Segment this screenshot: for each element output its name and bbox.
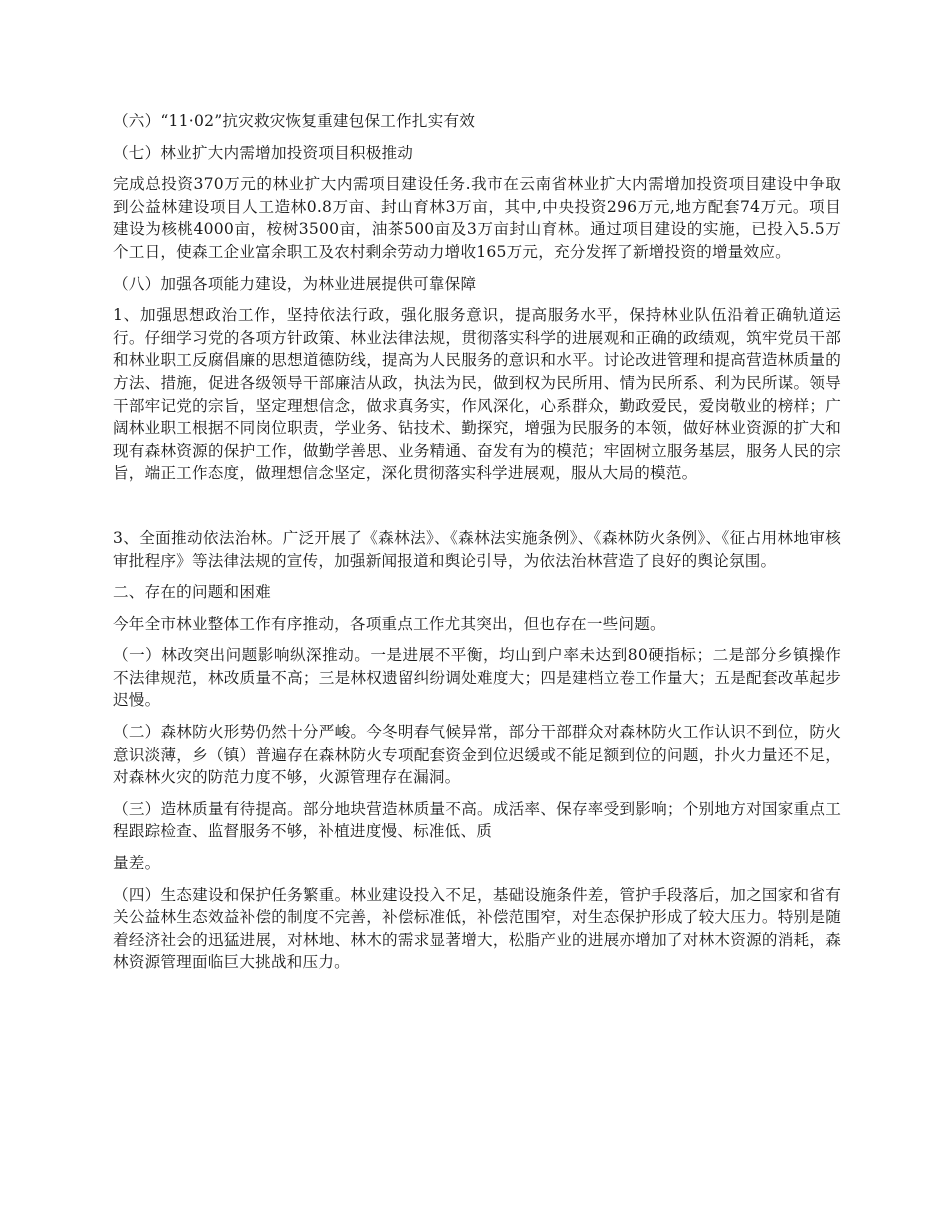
paragraph-rule-of-law: 3、全面推动依法治林。广泛开展了《森林法》、《森林法实施条例》、《森林防火条例》、《征占用林地审核审批程序》等法律法规的宣传，加强新闻报道和舆论引导，为依法治林营造了良好的舆论氛围。 [113, 528, 841, 570]
section-heading-8: （八）加强各项能力建设，为林业进展提供可靠保障 [113, 274, 477, 293]
section-heading-problems: 二、存在的问题和困难 [113, 583, 271, 602]
paragraph-investment: 完成总投资370万元的林业扩大内需项目建设任务.我市在云南省林业扩大内需增加投资项目建设中争取到公益林建设项目人工造林0.8万亩、封山育林3万亩，其中,中央投资296万元,地方配套74万元。项目建设为核桃4000亩，桉树3500亩，油茶500亩及3万亩封山育林。通过项目建设的实施，已投入5.5万个工日，使森工企业富余职工及农村剩余劳动力增收165万元，充分发挥了新增投资的增量效应。 [113, 175, 841, 261]
paragraph-political-work: 1、加强思想政治工作，坚持依法行政，强化服务意识，提高服务水平，保持林业队伍沿着正确轨道运行。仔细学习党的各项方针政策、林业法律法规，贯彻落实科学的进展观和正确的政绩观，筑牢党员干部和林业职工反腐倡廉的思想道德防线，提高为人民服务的意识和水平。讨论改进管理和提高营造林质量的方法、措施，促进各级领导干部廉洁从政，执法为民，做到权为民所用、情为民所系、利为民所谋。领导干部牢记党的宗旨，坚定理想信念，做求真务实，作风深化，心系群众，勤政爱民，爱岗敬业的榜样；广阔林业职工根据不同岗位职责，学业务、钻技术、勤探究，增强为民服务的本领，做好林业资源的扩大和现有森林资源的保护工作，做勤学善思、业务精通、奋发有为的模范；牢固树立服务基层，服务人民的宗旨，端正工作态度，做理想信念坚定，深化贯彻落实科学进展观，服从大局的模范。 [113, 306, 841, 483]
paragraph-problem-3-continued: 量差。 [113, 854, 161, 873]
paragraph-problem-1: （一）林改突出问题影响纵深推动。一是进展不平衡，均山到户率未达到80硬指标；二是部分乡镇操作不法律规范，林改质量不高；三是林权遗留纠纷调处难度大；四是建档立卷工作量大；五是配套改革起步迟慢。 [113, 646, 841, 710]
paragraph-problem-4: （四）生态建设和保护任务繁重。林业建设投入不足，基础设施条件差，管护手段落后，加之国家和省有关公益林生态效益补偿的制度不完善，补偿标准低，补偿范围窄，对生态保护形成了较大压力。特别是随着经济社会的迅猛进展，对林地、林木的需求显著增大，松脂产业的进展亦增加了对林木资源的消耗，森林资源管理面临巨大挑战和压力。 [113, 885, 841, 972]
paragraph-problem-2: （二）森林防火形势仍然十分严峻。今冬明春气候异常，部分干部群众对森林防火工作认识不到位，防火意识淡薄，乡（镇）普遍存在森林防火专项配套资金到位迟缓或不能足额到位的问题，扑火力量还不足，对森林火灾的防范力度不够，火源管理存在漏洞。 [113, 723, 841, 787]
paragraph-problem-3: （三）造林质量有待提高。部分地块营造林质量不高。成活率、保存率受到影响；个别地方对国家重点工程跟踪检查、监督服务不够，补植进度慢、标准低、质 [113, 799, 841, 841]
paragraph-summary: 今年全市林业整体工作有序推动，各项重点工作尤其突出，但也存在一些问题。 [113, 614, 666, 633]
document-page [113, 110, 841, 974]
section-heading-6: （六）“11·02”抗灾救灾恢复重建包保工作扎实有效 [113, 112, 476, 130]
section-heading-7: （七）林业扩大内需增加投资项目积极推动 [113, 143, 414, 162]
